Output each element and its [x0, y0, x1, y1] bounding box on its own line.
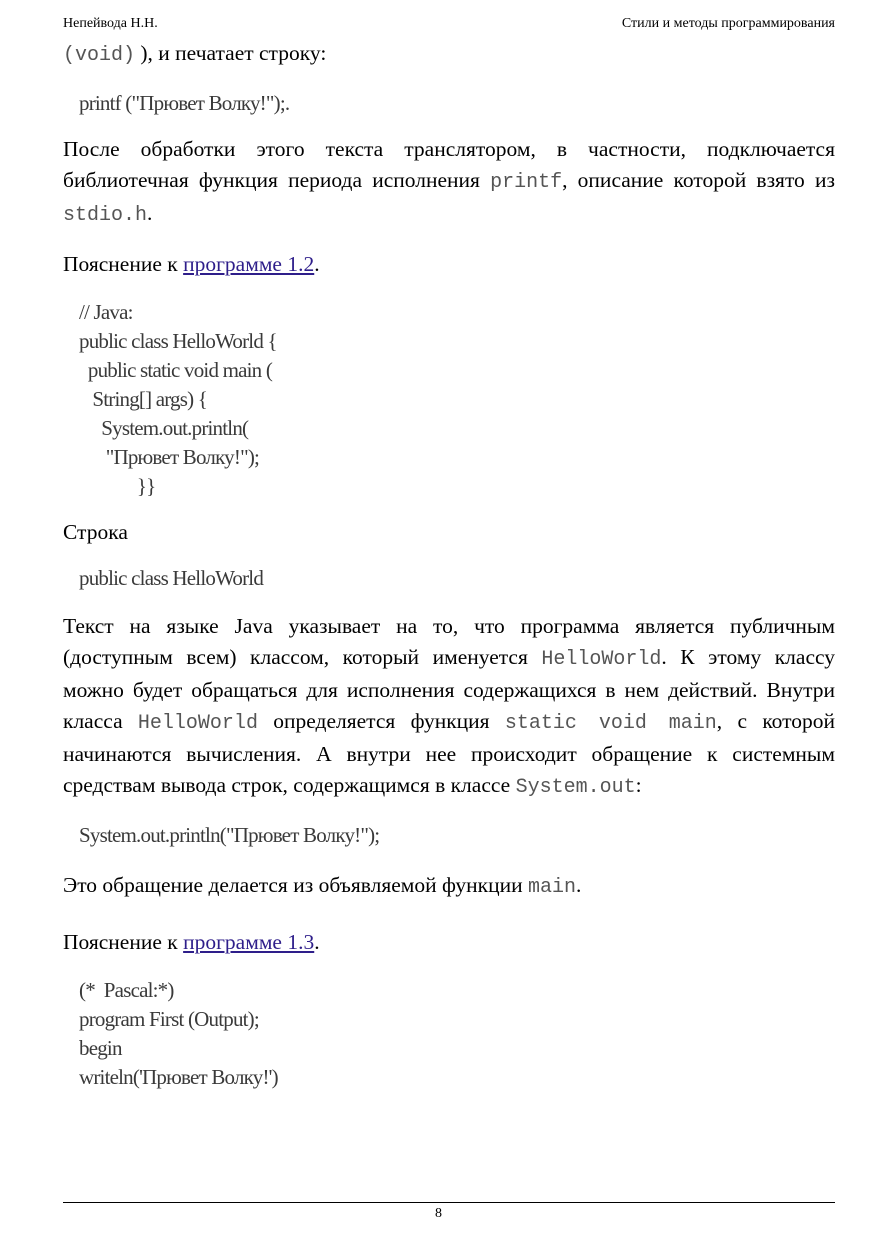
page-content [63, 38, 835, 1092]
paragraph-text: После обработки этого текста транслятором, в частности, подключается библиотечная функция периода исполнения [63, 137, 835, 192]
paragraph-text: , описание которой взято из [562, 168, 835, 192]
code-line: writeln('Прювет Волку!') [79, 1065, 278, 1089]
code-pascal-block [63, 976, 835, 1092]
code-line: public static void main ( [79, 358, 273, 382]
paragraph-continuation [63, 38, 835, 71]
code-line: }} [79, 474, 156, 498]
paragraph-text: Это обращение делается из объявляемой функции [63, 873, 528, 897]
code-line: public class HelloWorld { [79, 329, 277, 353]
code-line: begin [79, 1036, 122, 1060]
paragraph-text: , с которой начинаются вычисления. А внутри нее происходит обращение к системным средствам вывода строк, содержащимся в классе [63, 709, 836, 797]
code-line: "Прювет Волку!"); [79, 445, 260, 469]
code-line: // Java: [79, 300, 133, 324]
paragraph-text: Текст на языке Java указывает на то, что программа является публичным (доступным всем) классом, который именуется [63, 614, 835, 669]
paragraph-text: ), и печатает строку: [135, 41, 327, 65]
code-line: System.out.println( [79, 416, 249, 440]
link-program-1-2[interactable]: программе 1.2 [183, 252, 315, 276]
paragraph-text: Пояснение к [63, 252, 184, 276]
code-java-block [63, 298, 835, 501]
paragraph-stroka: Строка [63, 520, 128, 544]
inline-code-helloworld: HelloWorld [541, 648, 662, 671]
paragraph-main-call [63, 870, 835, 903]
paragraph-printf-explanation [63, 134, 835, 231]
paragraph-text: определяется функция [257, 709, 505, 733]
header-author: Непейвода Н.Н. [63, 16, 158, 31]
code-line: program First (Output); [79, 1007, 259, 1031]
paragraph-text: . К этому классу можно будет обращаться для исполнения содержащихся в нем действий. Внутри класса [63, 645, 835, 733]
paragraph-text: . [147, 201, 153, 225]
code-printf: printf ("Прювет Волку!");. [79, 91, 290, 115]
paragraph-explanation-1-3 [63, 927, 835, 958]
inline-code-system-out: System.out [515, 776, 636, 799]
footer-divider [63, 1202, 835, 1203]
page-header [63, 16, 835, 36]
link-program-1-3[interactable]: программе 1.3 [183, 930, 315, 954]
code-line: (* Pascal:*) [79, 978, 174, 1002]
paragraph-text: . [314, 930, 320, 954]
inline-code-static-void-main: static void main [504, 712, 717, 735]
inline-code-helloworld: HelloWorld [137, 712, 258, 735]
paragraph-text: Пояснение к [63, 930, 184, 954]
paragraph-text: : [635, 773, 642, 797]
inline-code-void: (void) [63, 44, 136, 67]
paragraph-java-explanation [63, 611, 835, 803]
paragraph-text: . [314, 252, 320, 276]
inline-code-printf: printf [490, 171, 563, 194]
code-line: String[] args) { [79, 387, 208, 411]
paragraph-text: . [576, 873, 582, 897]
header-title: Стили и методы программирования [621, 16, 835, 31]
inline-code-main: main [528, 876, 577, 899]
inline-code-stdio: stdio.h [63, 204, 148, 227]
page-number: 8 [435, 1206, 442, 1221]
code-class-declaration: public class HelloWorld [79, 566, 264, 590]
code-println: System.out.println("Прювет Волку!"); [79, 823, 380, 847]
paragraph-explanation-1-2 [63, 249, 835, 280]
